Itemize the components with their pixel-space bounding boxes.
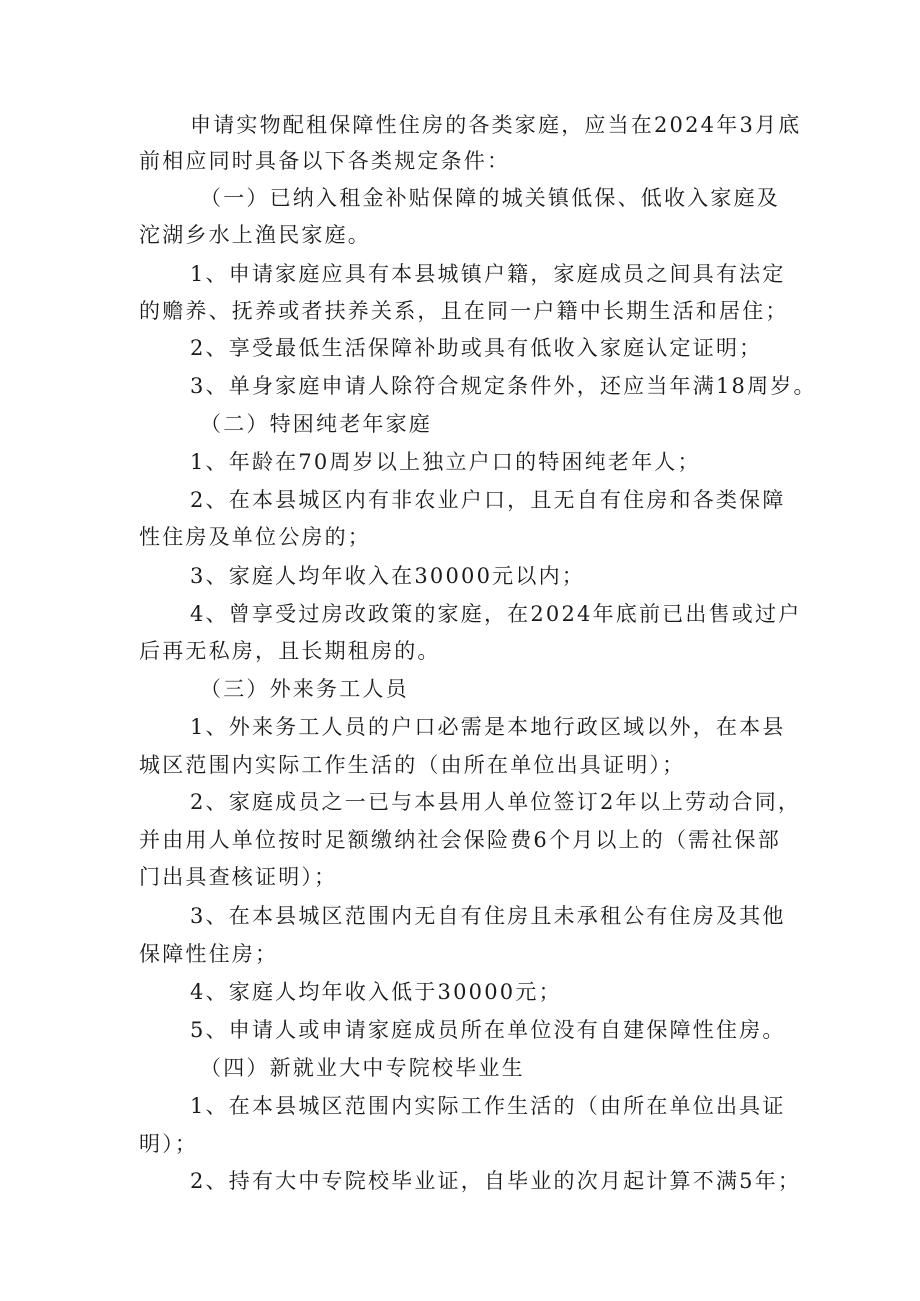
paragraph-line: 2、在本县城区内有非农业户口，且无自有住房和各类保障 [190, 488, 786, 512]
paragraph-line: 2、享受最低生活保障补助或具有低收入家庭认定证明； [190, 336, 763, 360]
section-heading-4: （四）新就业大中专院校毕业生 [200, 1056, 525, 1080]
paragraph-line: 前相应同时具备以下各类规定条件： [139, 149, 511, 173]
paragraph-line: 1、年龄在70周岁以上独立户口的特困纯老年人； [190, 450, 701, 474]
paragraph-line: 2、持有大中专院校毕业证，自毕业的次月起计算不满5年； [190, 1169, 802, 1193]
paragraph-line: 并由用人单位按时足额缴纳社会保险费6个月以上的（需社保部 [139, 828, 781, 852]
paragraph-line: 保障性住房； [139, 942, 279, 966]
paragraph-line: 性住房及单位公房的； [139, 525, 371, 549]
paragraph-line: 5、申请人或申请家庭成员所在单位没有自建保障性住房。 [190, 1018, 786, 1042]
paragraph-line: 沱湖乡水上渔民家庭。 [139, 223, 371, 247]
section-heading-2: （二）特困纯老年家庭 [200, 412, 432, 436]
paragraph-line: 后再无私房，且长期租房的。 [139, 639, 441, 663]
paragraph-line: 2、家庭成员之一已与本县用人单位签订2年以上劳动合同， [190, 790, 802, 814]
paragraph-line: 1、外来务工人员的户口必需是本地行政区域以外，在本县 [190, 715, 786, 739]
paragraph-line: 1、在本县城区范围内实际工作生活的（由所在单位出具证 [190, 1094, 786, 1118]
paragraph-line: 3、在本县城区范围内无自有住房且未承租公有住房及其他 [190, 904, 786, 928]
paragraph-line: 1、申请家庭应具有本县城镇户籍，家庭成员之间具有法定 [190, 262, 786, 286]
paragraph-line: 门出具查核证明）； [139, 865, 338, 889]
section-heading-3: （三）外来务工人员 [200, 677, 409, 701]
paragraph-line: 明）； [139, 1132, 199, 1156]
paragraph-line: 的赡养、抚养或者扶养关系，且在同一户籍中长期生活和居住； [139, 299, 789, 323]
paragraph-line: 4、曾享受过房改政策的家庭，在2024年底前已出售或过户 [190, 602, 802, 626]
section-heading-1: （一）已纳入租金补贴保障的城关镇低保、低收入家庭及 [200, 186, 780, 210]
paragraph-line: 申请实物配租保障性住房的各类家庭，应当在2024年3月底 [190, 113, 802, 137]
paragraph-line: 3、家庭人均年收入在30000元以内； [190, 564, 585, 588]
paragraph-line: 3、单身家庭申请人除符合规定条件外，还应当年满18周岁。 [190, 374, 817, 398]
paragraph-line: 城区范围内实际工作生活的（由所在单位出具证明）； [139, 753, 686, 777]
paragraph-line: 4、家庭人均年收入低于30000元； [190, 980, 562, 1004]
